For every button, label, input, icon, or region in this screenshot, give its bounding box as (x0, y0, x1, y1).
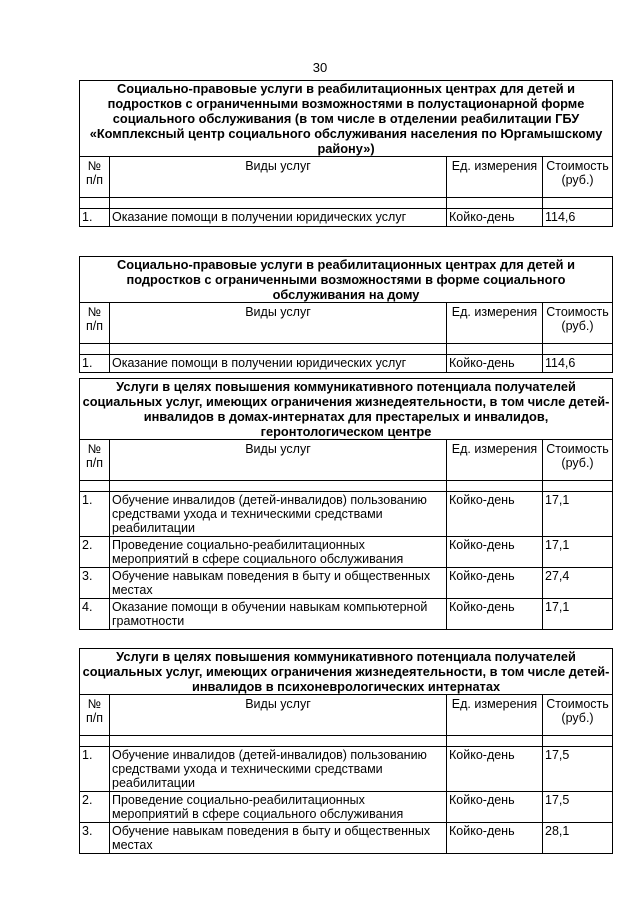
column-header-unit: Ед. измерения (447, 303, 543, 344)
service-cost: 17,5 (543, 792, 613, 823)
table-row (80, 209, 613, 227)
service-cost: 17,1 (543, 537, 613, 568)
row-number: 2. (80, 537, 110, 568)
row-number: 3. (80, 568, 110, 599)
column-header-cost: Стоимость (руб.) (543, 157, 613, 198)
table-row (80, 823, 613, 854)
unit-of-measure: Койко-день (447, 568, 543, 599)
column-header-cost: Стоимость (руб.) (543, 303, 613, 344)
service-name: Оказание помощи в обучении навыкам компьютерной грамотности (110, 599, 447, 630)
row-number: 1. (80, 492, 110, 537)
service-name: Обучение навыкам поведения в быту и общественных местах (110, 823, 447, 854)
service-name: Обучение инвалидов (детей-инвалидов) пользованию средствами ухода и техническими средствами реабилитации (110, 747, 447, 792)
table-row (80, 747, 613, 792)
service-table (79, 378, 613, 630)
column-header-num: № п/п (80, 157, 110, 198)
column-header-cost: Стоимость (руб.) (543, 695, 613, 736)
service-name: Оказание помощи в получении юридических услуг (110, 355, 447, 373)
service-cost: 27,4 (543, 568, 613, 599)
unit-of-measure: Койко-день (447, 823, 543, 854)
service-table (79, 256, 613, 373)
table-row (80, 792, 613, 823)
column-header-num: № п/п (80, 440, 110, 481)
section-title: Социально-правовые услуги в реабилитационных центрах для детей и подростков с ограниченными возможностями в форме социального обслуживания на дому (80, 257, 613, 303)
service-name: Оказание помощи в получении юридических услуг (110, 209, 447, 227)
service-table (79, 648, 613, 854)
service-name: Обучение инвалидов (детей-инвалидов) пользованию средствами ухода и техническими средствами реабилитации (110, 492, 447, 537)
table-row (80, 537, 613, 568)
service-name: Проведение социально-реабилитационных мероприятий в сфере социального обслуживания (110, 537, 447, 568)
row-number: 1. (80, 747, 110, 792)
service-table (79, 80, 613, 227)
table-row (80, 599, 613, 630)
column-header-num: № п/п (80, 695, 110, 736)
unit-of-measure: Койко-день (447, 747, 543, 792)
unit-of-measure: Койко-день (447, 792, 543, 823)
service-cost: 114,6 (543, 209, 613, 227)
row-number: 3. (80, 823, 110, 854)
table-row (80, 355, 613, 373)
unit-of-measure: Койко-день (447, 537, 543, 568)
service-cost: 17,1 (543, 492, 613, 537)
column-header-unit: Ед. измерения (447, 157, 543, 198)
row-number: 4. (80, 599, 110, 630)
unit-of-measure: Койко-день (447, 492, 543, 537)
service-name: Проведение социально-реабилитационных мероприятий в сфере социального обслуживания (110, 792, 447, 823)
row-number: 1. (80, 209, 110, 227)
service-name: Обучение навыкам поведения в быту и общественных местах (110, 568, 447, 599)
unit-of-measure: Койко-день (447, 355, 543, 373)
column-header-service: Виды услуг (110, 157, 447, 198)
column-header-cost: Стоимость (руб.) (543, 440, 613, 481)
table-row (80, 568, 613, 599)
section-title: Социально-правовые услуги в реабилитационных центрах для детей и подростков с ограниченными возможностями в полустационарной форме социального обслуживания (в том числе в отделении реабилитации ГБУ «Комплексный центр социального обслуживания населения по Юргамышскому району») (80, 81, 613, 157)
service-cost: 17,1 (543, 599, 613, 630)
page-number: 30 (312, 60, 328, 75)
service-cost: 114,6 (543, 355, 613, 373)
section-title: Услуги в целях повышения коммуникативного потенциала получателей социальных услуг, имеющих ограничения жизнедеятельности, в том числе детей-инвалидов в психоневрологических интернатах (80, 649, 613, 695)
table-row (80, 492, 613, 537)
row-number: 1. (80, 355, 110, 373)
column-header-service: Виды услуг (110, 303, 447, 344)
column-header-unit: Ед. измерения (447, 440, 543, 481)
row-number: 2. (80, 792, 110, 823)
column-header-unit: Ед. измерения (447, 695, 543, 736)
section-title: Услуги в целях повышения коммуникативного потенциала получателей социальных услуг, имеющих ограничения жизнедеятельности, в том числе детей-инвалидов в домах-интернатах для престарелых и инвалидов, геронтологическом центре (80, 379, 613, 440)
unit-of-measure: Койко-день (447, 599, 543, 630)
column-header-service: Виды услуг (110, 440, 447, 481)
service-cost: 28,1 (543, 823, 613, 854)
column-header-service: Виды услуг (110, 695, 447, 736)
service-cost: 17,5 (543, 747, 613, 792)
column-header-num: № п/п (80, 303, 110, 344)
unit-of-measure: Койко-день (447, 209, 543, 227)
